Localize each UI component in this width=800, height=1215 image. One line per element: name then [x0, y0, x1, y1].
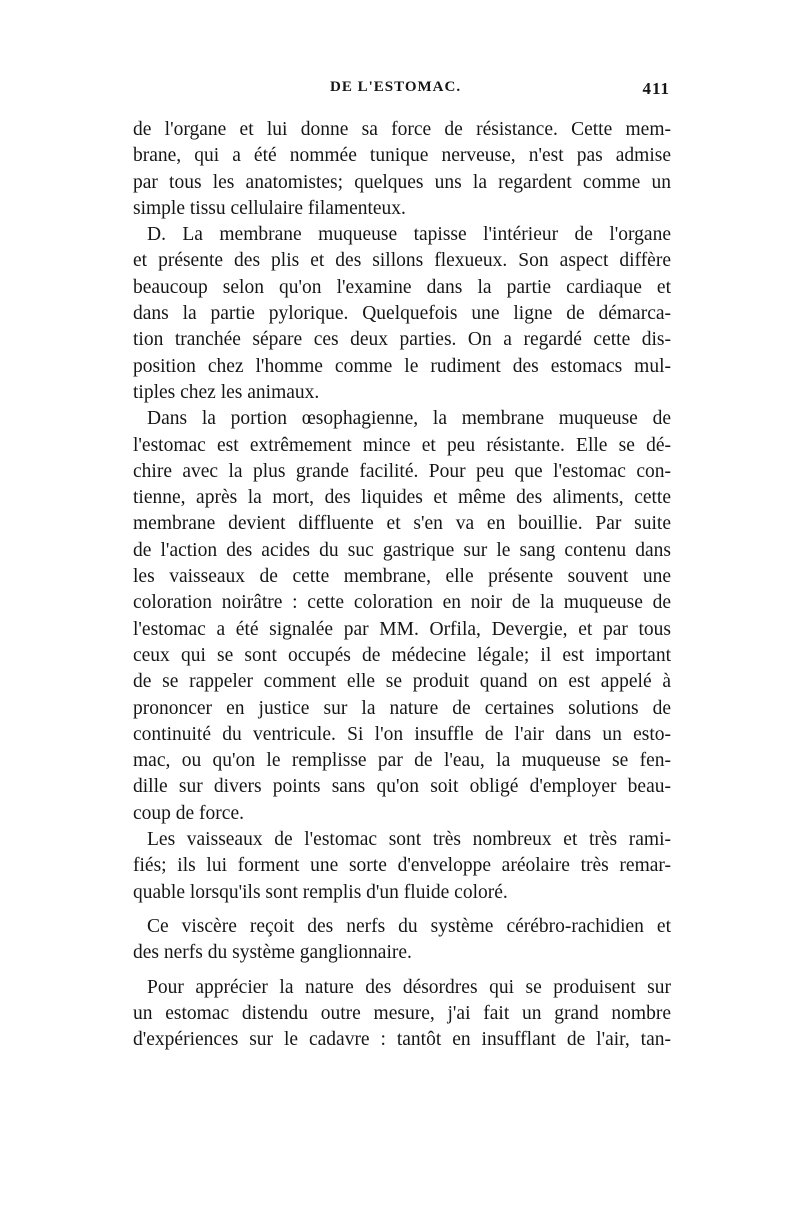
text-line: D. La membrane muqueuse tapisse l'intérieur de l'organe — [147, 224, 671, 246]
text-line: Ce viscère reçoit des nerfs du système cérébro-rachidien et — [147, 915, 671, 937]
text-line: l'estomac est extrêmement mince et peu résistante. Elle se dé- — [133, 434, 671, 456]
text-line: par tous les anatomistes; quelques uns la regardent comme un — [133, 171, 671, 193]
text-line: dille sur divers points sans qu'on soit obligé d'employer beau- — [133, 776, 671, 798]
text-line: chire avec la plus grande facilité. Pour peu que l'estomac con- — [133, 460, 671, 482]
text-line: l'estomac a été signalée par MM. Orfila, Devergie, et par tous — [133, 618, 671, 640]
text-line: de l'organe et lui donne sa force de résistance. Cette mem- — [133, 119, 671, 140]
running-head — [130, 79, 670, 105]
text-line: Pour apprécier la nature des désordres qui se produisent sur — [147, 976, 671, 998]
text-line: d'expériences sur le cadavre : tantôt en insufflant de l'air, tan- — [133, 1029, 671, 1051]
text-line: de se rappeler comment elle se produit quand on est appelé à — [133, 671, 671, 693]
text-line: brane, qui a été nommée tunique nerveuse, n'est pas admise — [133, 145, 671, 167]
text-line: dans la partie pylorique. Quelquefois une ligne de démarca- — [133, 303, 671, 325]
text-line: des nerfs du système ganglionnaire. — [133, 942, 412, 964]
text-line: un estomac distendu outre mesure, j'ai fait un grand nombre — [133, 1002, 671, 1024]
text-line: continuité du ventricule. Si l'on insuffle de l'air dans un esto- — [133, 723, 671, 745]
text-line: Dans la portion œsophagienne, la membrane muqueuse de — [147, 408, 671, 430]
text-line: coloration noirâtre : cette coloration en noir de la muqueuse de — [133, 592, 671, 614]
page-number: 411 — [642, 79, 670, 98]
text-line: quable lorsqu'ils sont remplis d'un fluide coloré. — [133, 881, 508, 903]
text-line: fiés; ils lui forment une sorte d'enveloppe aréolaire très remar- — [133, 855, 671, 877]
text-line: tienne, après la mort, des liquides et même des aliments, cette — [133, 487, 671, 509]
text-line: de l'action des acides du suc gastrique sur le sang contenu dans — [133, 539, 671, 561]
text-line: position chez l'homme comme le rudiment des estomacs mul- — [133, 355, 671, 377]
text-line: prononcer en justice sur la nature de certaines solutions de — [133, 697, 671, 719]
text-line: tiples chez les animaux. — [133, 381, 320, 403]
text-line: mac, ou qu'on le remplisse par de l'eau, la muqueuse se fen- — [133, 750, 671, 772]
text-line: tion tranchée sépare ces deux parties. On a regardé cette dis- — [133, 329, 671, 351]
text-line: membrane devient diffluente et s'en va en bouillie. Par suite — [133, 513, 671, 535]
text-line: les vaisseaux de cette membrane, elle présente souvent une — [133, 566, 671, 588]
text-line: simple tissu cellulaire filamenteux. — [133, 197, 406, 219]
text-line: ceux qui se sont occupés de médecine légale; il est important — [133, 644, 671, 666]
text-line: beaucoup selon qu'on l'examine dans la partie cardiaque et — [133, 276, 671, 298]
running-title: DE L'ESTOMAC. — [330, 79, 462, 95]
text-line: et présente des plis et des sillons flexueux. Son aspect diffère — [133, 250, 671, 272]
text-line: Les vaisseaux de l'estomac sont très nombreux et très rami- — [147, 829, 671, 851]
body-text — [133, 117, 671, 1053]
text-line: coup de force. — [133, 802, 244, 824]
